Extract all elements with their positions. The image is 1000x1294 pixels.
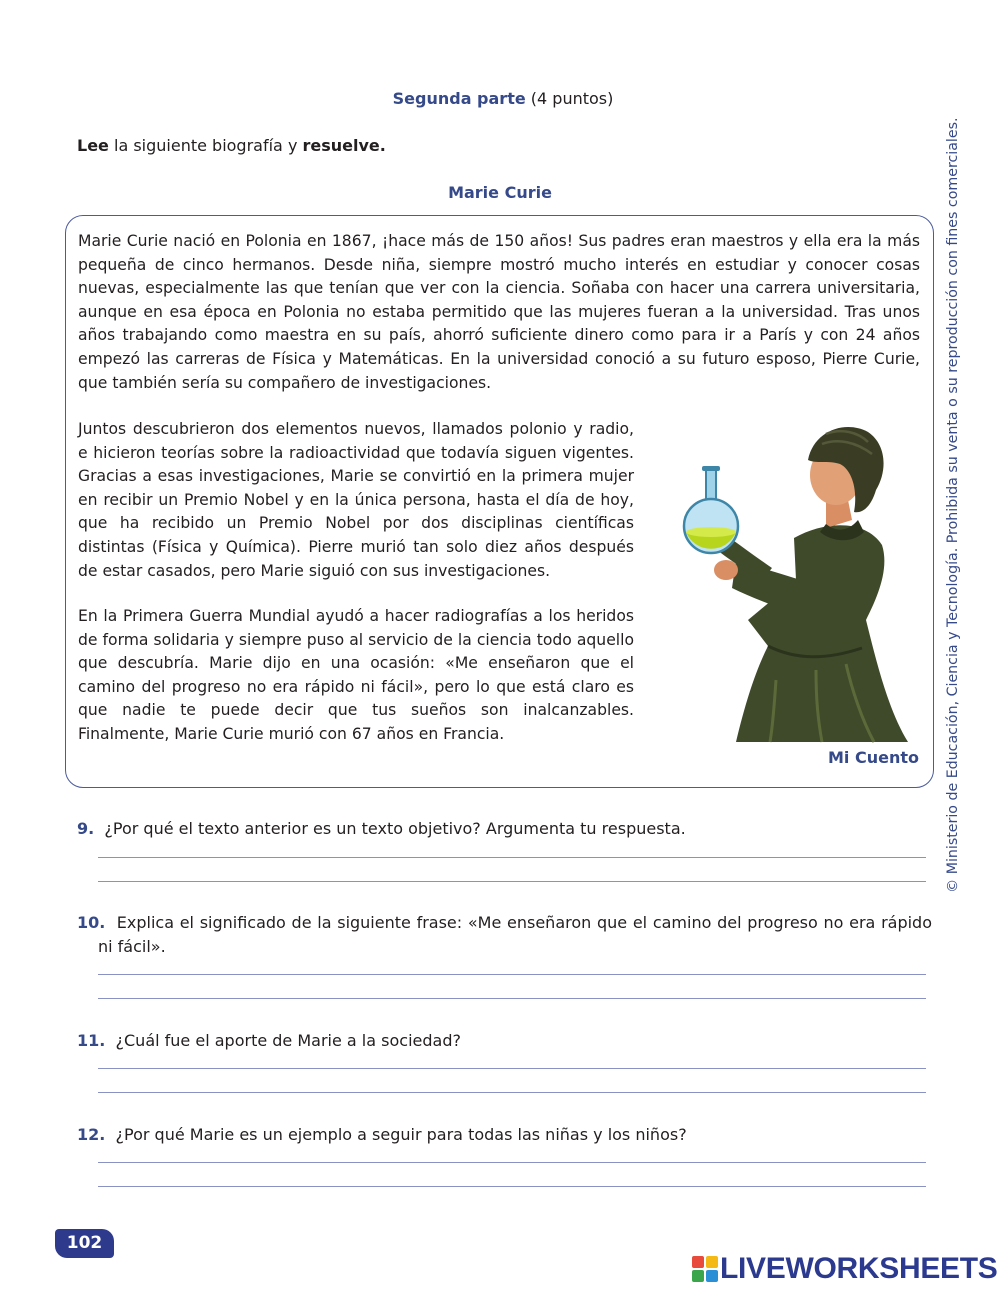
answer-line[interactable]	[98, 974, 926, 975]
biography-title: Marie Curie	[448, 183, 552, 202]
question-9	[77, 817, 937, 841]
answer-line[interactable]	[98, 1092, 926, 1093]
answer-line[interactable]	[98, 1186, 926, 1187]
question-9-number: 9.	[77, 819, 95, 838]
question-11	[77, 1029, 937, 1053]
section-title-bold: Segunda parte	[392, 89, 526, 108]
question-12-text: ¿Por qué Marie es un ejemplo a seguir para todas las niñas y los niños?	[115, 1125, 687, 1144]
illustration-credit: Mi Cuento	[828, 748, 919, 767]
dress-shape	[736, 525, 908, 742]
biography-paragraph-1: Marie Curie nació en Polonia en 1867, ¡hace más de 150 años! Sus padres eran maestros y ella era la más pequeña de cinco hermanos. Desde niña, siempre mostró mucho interés en estudiar y conocer cosas nuevas, especialmente las que tenían que ver con la ciencia. Soñaba con hacer una carrera universitaria, aunque en esa época en Polonia no estaba permitido que las mujeres fueran a la universidad. Tras unos años trabajando como maestra en su país, ahorró suficiente dinero como para ir a París y con 24 años empezó las carreras de Física y Matemáticas. En la universidad conoció a su futuro esposo, Pierre Curie, que también sería su compañero de investigaciones.	[78, 232, 920, 392]
question-10	[77, 911, 932, 959]
answer-line[interactable]	[98, 881, 926, 882]
section-title	[0, 89, 1000, 108]
question-10-number: 10.	[77, 913, 106, 932]
liveworksheets-logo-icon	[692, 1256, 718, 1282]
question-10-text: Explica el significado de la siguiente frase: «Me enseñaron que el camino del progreso no era rápido ni fácil».	[98, 913, 933, 956]
question-9-text: ¿Por qué el texto anterior es un texto objetivo? Argumenta tu respuesta.	[104, 819, 686, 838]
instruction-text: la siguiente biografía y	[108, 136, 303, 155]
page-number: 102	[55, 1229, 114, 1258]
section-points: (4 puntos)	[525, 89, 614, 108]
copyright-notice: © Ministerio de Educación, Ciencia y Tecnología. Prohibida su venta o su reproducción con fines comerciales.	[945, 117, 961, 893]
biography-paragraph-2: Juntos descubrieron dos elementos nuevos, llamados polonio y radio, e hicieron teorías sobre la radioactividad que todavía siguen vigentes. Gracias a esas investigaciones, Marie se convirtió en la primera mujer en recibir un Premio Nobel y en la única persona, hasta el día de hoy, que ha recibido un Premio Nobel por dos disciplinas científicas distintas (Física y Química). Pierre murió tan solo diez años después de estar casados, pero Marie siguió con sus investigaciones.	[78, 420, 634, 580]
liveworksheets-brand[interactable]	[692, 1254, 998, 1284]
answer-line[interactable]	[98, 1068, 926, 1069]
brand-name: LIVEWORKSHEETS	[720, 1252, 998, 1285]
instruction-lee: Lee	[77, 136, 109, 155]
question-11-number: 11.	[77, 1031, 106, 1050]
instruction-resuelve: resuelve.	[302, 136, 386, 155]
question-12	[77, 1123, 937, 1147]
marie-curie-illustration	[676, 420, 914, 744]
question-11-text: ¿Cuál fue el aporte de Marie a la sociedad?	[115, 1031, 461, 1050]
answer-line[interactable]	[98, 998, 926, 999]
answer-line[interactable]	[98, 1162, 926, 1163]
instruction	[77, 136, 386, 155]
biography-paragraph-3: En la Primera Guerra Mundial ayudó a hacer radiografías a los heridos de forma solidaria y siempre puso al servicio de la ciencia todo aquello que descubría. Marie dijo en una ocasión: «Me enseñaron que el camino del progreso no era rápido ni fácil», pero lo que está claro es que nadie te puede decir que tus sueños son inalcanzables. Finalmente, Marie Curie murió con 67 años en Francia.	[78, 607, 634, 743]
answer-line[interactable]	[98, 857, 926, 858]
question-12-number: 12.	[77, 1125, 106, 1144]
